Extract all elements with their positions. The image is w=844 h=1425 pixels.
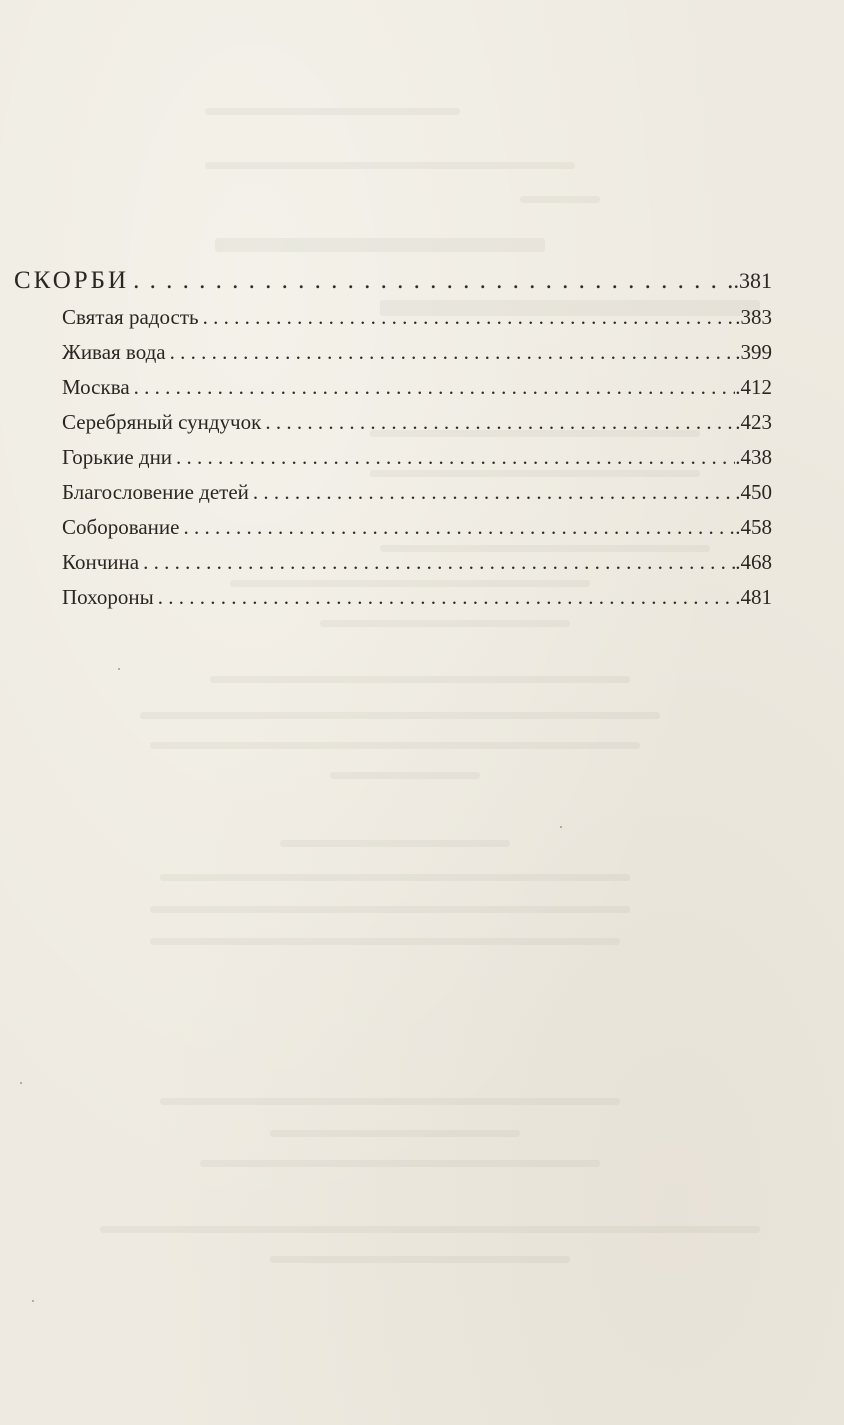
toc-item-title: Кончина [62, 550, 140, 574]
toc-item-page-number: .468 [735, 550, 772, 574]
toc-item-page-number: .383 [735, 305, 772, 329]
toc-item-row[interactable] [14, 580, 772, 615]
section-page-number: .381 [733, 268, 772, 293]
dot-leader [176, 440, 735, 475]
toc-item-title: Москва [62, 375, 130, 399]
toc-item-title: Похороны [62, 585, 154, 609]
toc-item-title: Серебряный сундучок [62, 410, 262, 434]
section-title: СКОРБИ [14, 267, 130, 294]
table-of-contents [14, 262, 772, 615]
dot-leader [253, 475, 735, 510]
dot-leader [183, 510, 735, 545]
toc-item-page-number: .481 [735, 585, 772, 609]
paper-speck [20, 1082, 22, 1084]
toc-item-page-number: .450 [735, 480, 772, 504]
toc-item-row[interactable] [14, 405, 772, 440]
toc-item-row[interactable] [14, 545, 772, 580]
toc-section-row[interactable] [14, 262, 772, 300]
toc-item-title: Живая вода [62, 340, 166, 364]
paper-speck [560, 826, 562, 828]
toc-item-title: Благословение детей [62, 480, 249, 504]
dot-leader [158, 580, 736, 615]
dot-leader [134, 370, 736, 405]
toc-item-page-number: .412 [735, 375, 772, 399]
toc-item-row[interactable] [14, 335, 772, 370]
toc-item-row[interactable] [14, 475, 772, 510]
toc-item-row[interactable] [14, 440, 772, 475]
toc-item-row[interactable] [14, 300, 772, 335]
toc-item-page-number: .458 [735, 515, 772, 539]
toc-item-title: Соборование [62, 515, 180, 539]
dot-leader [170, 335, 736, 370]
toc-item-page-number: .399 [735, 340, 772, 364]
toc-item-row[interactable] [14, 370, 772, 405]
toc-item-page-number: .438 [735, 445, 772, 469]
toc-item-page-number: .423 [735, 410, 772, 434]
toc-item-title: Святая радость [62, 305, 199, 329]
paper-speck [32, 1300, 34, 1302]
dot-leader [265, 405, 735, 440]
paper-speck [118, 668, 120, 670]
dot-leader [203, 300, 736, 335]
toc-item-row[interactable] [14, 510, 772, 545]
toc-item-title: Горькие дни [62, 445, 173, 469]
dot-leader [133, 262, 733, 300]
dot-leader [143, 545, 735, 580]
